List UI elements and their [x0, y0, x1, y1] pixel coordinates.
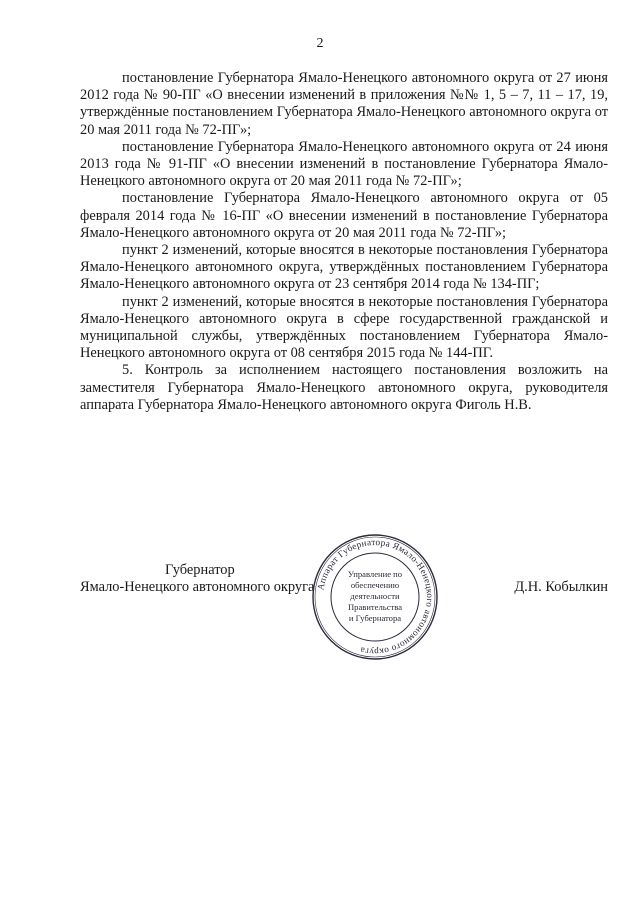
- signatory-name: Д.Н. Кобылкин: [514, 579, 608, 595]
- paragraph-5: пункт 2 изменений, которые вносятся в некоторые постановления Губернатора Ямало-Ненецкого автономного округа в сфере государственной гражданской и муниципальной службы, утверждённых постановлением Губернатора Ямало-Ненецкого автономного округа от 08 сентября 2015 года № 144-ПГ.: [80, 293, 608, 362]
- seal-line-4: Правительства: [347, 602, 403, 612]
- paragraph-6: 5. Контроль за исполнением настоящего постановления возложить на заместителя Губернатора Ямало-Ненецкого автономного округа, руководителя аппарата Губернатора Ямало-Ненецкого автономного округа Фиголь Н.В.: [80, 362, 608, 413]
- signatory-region: Ямало-Ненецкого автономного округа: [80, 579, 315, 595]
- paragraph-1: постановление Губернатора Ямало-Ненецкого автономного округа от 27 июня 2012 года № 90-ПГ «О внесении изменений в приложения №№ 1, 5 – 7, 11 – 17, 19, утверждённые постановлением Губернатора Ямало-Ненецкого автономного округа от 20 мая 2011 года № 72-ПГ»;: [80, 70, 608, 138]
- document-body: [80, 70, 608, 414]
- signature-block: [0, 532, 640, 672]
- seal-outer-text-path: Аппарат Губернатора Ямало-Ненецкого автономного округа: [315, 536, 436, 658]
- official-seal: [310, 532, 440, 662]
- seal-line-2: обеспечению: [350, 580, 400, 590]
- paragraph-2: постановление Губернатора Ямало-Ненецкого автономного округа от 24 июня 2013 года № 91-ПГ «О внесении изменений в постановление Губернатора Ямало-Ненецкого автономного округа от 20 мая 2011 года № 72-ПГ»;: [80, 138, 608, 190]
- signatory-title: Губернатор: [165, 562, 235, 578]
- page-number: 2: [316, 36, 324, 51]
- seal-line-3: деятельности: [350, 591, 400, 601]
- seal-line-1: Управление по: [347, 569, 403, 579]
- paragraph-4: пункт 2 изменений, которые вносятся в некоторые постановления Губернатора Ямало-Ненецкого автономного округа, утверждённых постановлением Губернатора Ямало-Ненецкого автономного округа от 23 сентября 2014 года № 134-ПГ;: [80, 242, 608, 293]
- seal-line-5: и Губернатора: [348, 613, 402, 623]
- paragraph-3: постановление Губернатора Ямало-Ненецкого автономного округа от 05 февраля 2014 года № 16-ПГ «О внесении изменений в постановление Губернатора Ямало-Ненецкого автономного округа от 20 мая 2011 года № 72-ПГ»;: [80, 190, 608, 241]
